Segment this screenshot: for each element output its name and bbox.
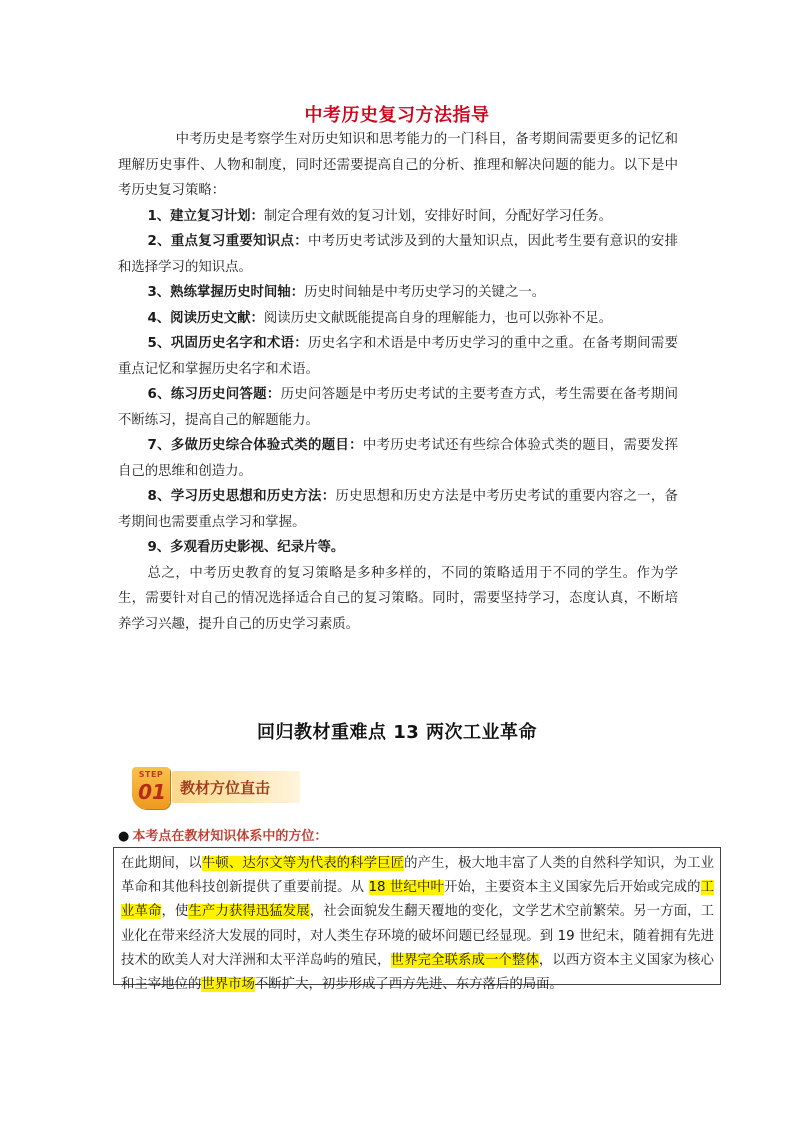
knowledge-heading-text: 本考点在教材知识体系中的方位： [132, 829, 328, 844]
step-number: 01 [138, 780, 166, 804]
strategy-item-text: 历史名字和术语是中考历史学习的重中之重。在备考期间需要重点记忆和掌握历史名字和术语。 [118, 336, 679, 377]
step-label: STEP [138, 770, 164, 779]
box-text: 不断扩大，初步形成了西方先进、东方落后的局面。 [254, 977, 563, 993]
strategy-item [118, 229, 678, 280]
strategy-item [118, 204, 678, 230]
review-strategies-section [118, 127, 678, 637]
step-banner [132, 767, 302, 813]
strategy-item [118, 280, 678, 306]
strategy-item [118, 306, 678, 332]
box-text: 的产生，极大地丰富了人类的自然科学知识，为工业革命和其他科技创新提供了重要前提。从 [121, 856, 715, 896]
knowledge-box [113, 847, 721, 993]
box-text: 开始，主要资本主义国家先后开始或完成的 [443, 880, 701, 896]
strategy-item-text: 中考历史考试还有些综合体验式类的题目，需要发挥自己的思维和创造力。 [118, 438, 678, 479]
strategy-item-label: 6、练习历史问答题： [147, 387, 281, 402]
highlighted-text: 世界市场 [201, 977, 255, 993]
highlighted-text: 牛顿、达尔文等为代表的科学巨匠 [201, 856, 405, 871]
strategy-item-text: 历史问答题是中考历史考试的主要考查方式，考生需要在备考期间不断练习，提高自己的解题能力。 [118, 387, 678, 428]
bullet-dot-icon: ● [118, 829, 130, 844]
strategy-item-text: 历史时间轴是中考历史学习的关键之一。 [304, 285, 546, 300]
highlighted-text: 世界完全联系成一个整体 [390, 952, 539, 968]
strategy-item-label: 4、阅读历史文献： [147, 310, 264, 326]
strategy-item [118, 382, 678, 433]
strategy-item [118, 331, 678, 382]
strategy-item [118, 484, 678, 535]
box-text: ，以西方资本主义国家为核心和主宰地位的 [121, 952, 715, 993]
strategy-item [118, 535, 678, 561]
highlighted-text: 工业革命 [121, 880, 715, 920]
section2-title: 回归教材重难点 13 两次工业革命 [256, 722, 538, 743]
strategy-item-label: 2、重点复习重要知识点： [147, 234, 308, 249]
strategy-item-label: 3、熟练掌握历史时间轴： [147, 285, 305, 300]
strategy-item-text: 制定合理有效的复习计划，安排好时间，分配好学习任务。 [263, 208, 613, 224]
box-text: 在此期间，以 [121, 856, 202, 871]
strategy-item-label: 7、多做历史综合体验式类的题目： [147, 438, 363, 453]
highlighted-text: 生产力获得迅猛发展 [188, 904, 310, 920]
box-text: ，使 [161, 904, 189, 920]
strategy-item-text: 中考历史考试涉及到的大量知识点，因此考生要有意识的安排和选择学习的知识点。 [118, 234, 679, 275]
conclusion-paragraph: 总之，中考历史教育的复习策略是多种多样的，不同的策略适用于不同的学生。作为学生，需要针对自己的情况选择适合自己的复习策略。同时，需要坚持学习，态度认真，不断培养学习兴趣，提升自己的历史学习素质。 [118, 565, 678, 632]
strategy-list [118, 204, 678, 561]
document-title: 中考历史复习方法指导 [304, 105, 490, 126]
strategy-item-text: 阅读历史文献既能提高自身的理解能力，也可以弥补不足。 [263, 310, 613, 326]
intro-paragraph: 中考历史是考察学生对历史知识和思考能力的一门科目，备考期间需要更多的记忆和理解历史事件、人物和制度，同时还需要提高自己的分析、推理和解决问题的能力。以下是中考历史复习策略： [118, 132, 678, 198]
strategy-item-label: 5、巩固历史名字和术语： [147, 336, 308, 351]
step-heading: 教材方位直击 [180, 779, 271, 797]
knowledge-heading [118, 825, 327, 844]
strategy-item-text: 历史思想和历史方法是中考历史考试的重要内容之一，备考期间也需要重点学习和掌握。 [118, 489, 678, 530]
strategy-item-label: 8、学习历史思想和历史方法： [147, 489, 336, 504]
strategy-item-label: 9、多观看历史影视、纪录片等。 [147, 540, 345, 555]
strategy-item-label: 1、建立复习计划： [147, 208, 264, 224]
box-text: ，社会面貌发生翻天覆地的变化，文学艺术空前繁荣。另一方面，工业化在带来经济大发展的同时，对人类生存环境的破坏问题已经显现。到 19 世纪末，随着拥有先进技术的欧美人对大洋洲和太平洋岛屿的殖民， [121, 904, 715, 968]
strategy-item [118, 433, 678, 484]
highlighted-text: 18 世纪中叶 [368, 880, 444, 896]
